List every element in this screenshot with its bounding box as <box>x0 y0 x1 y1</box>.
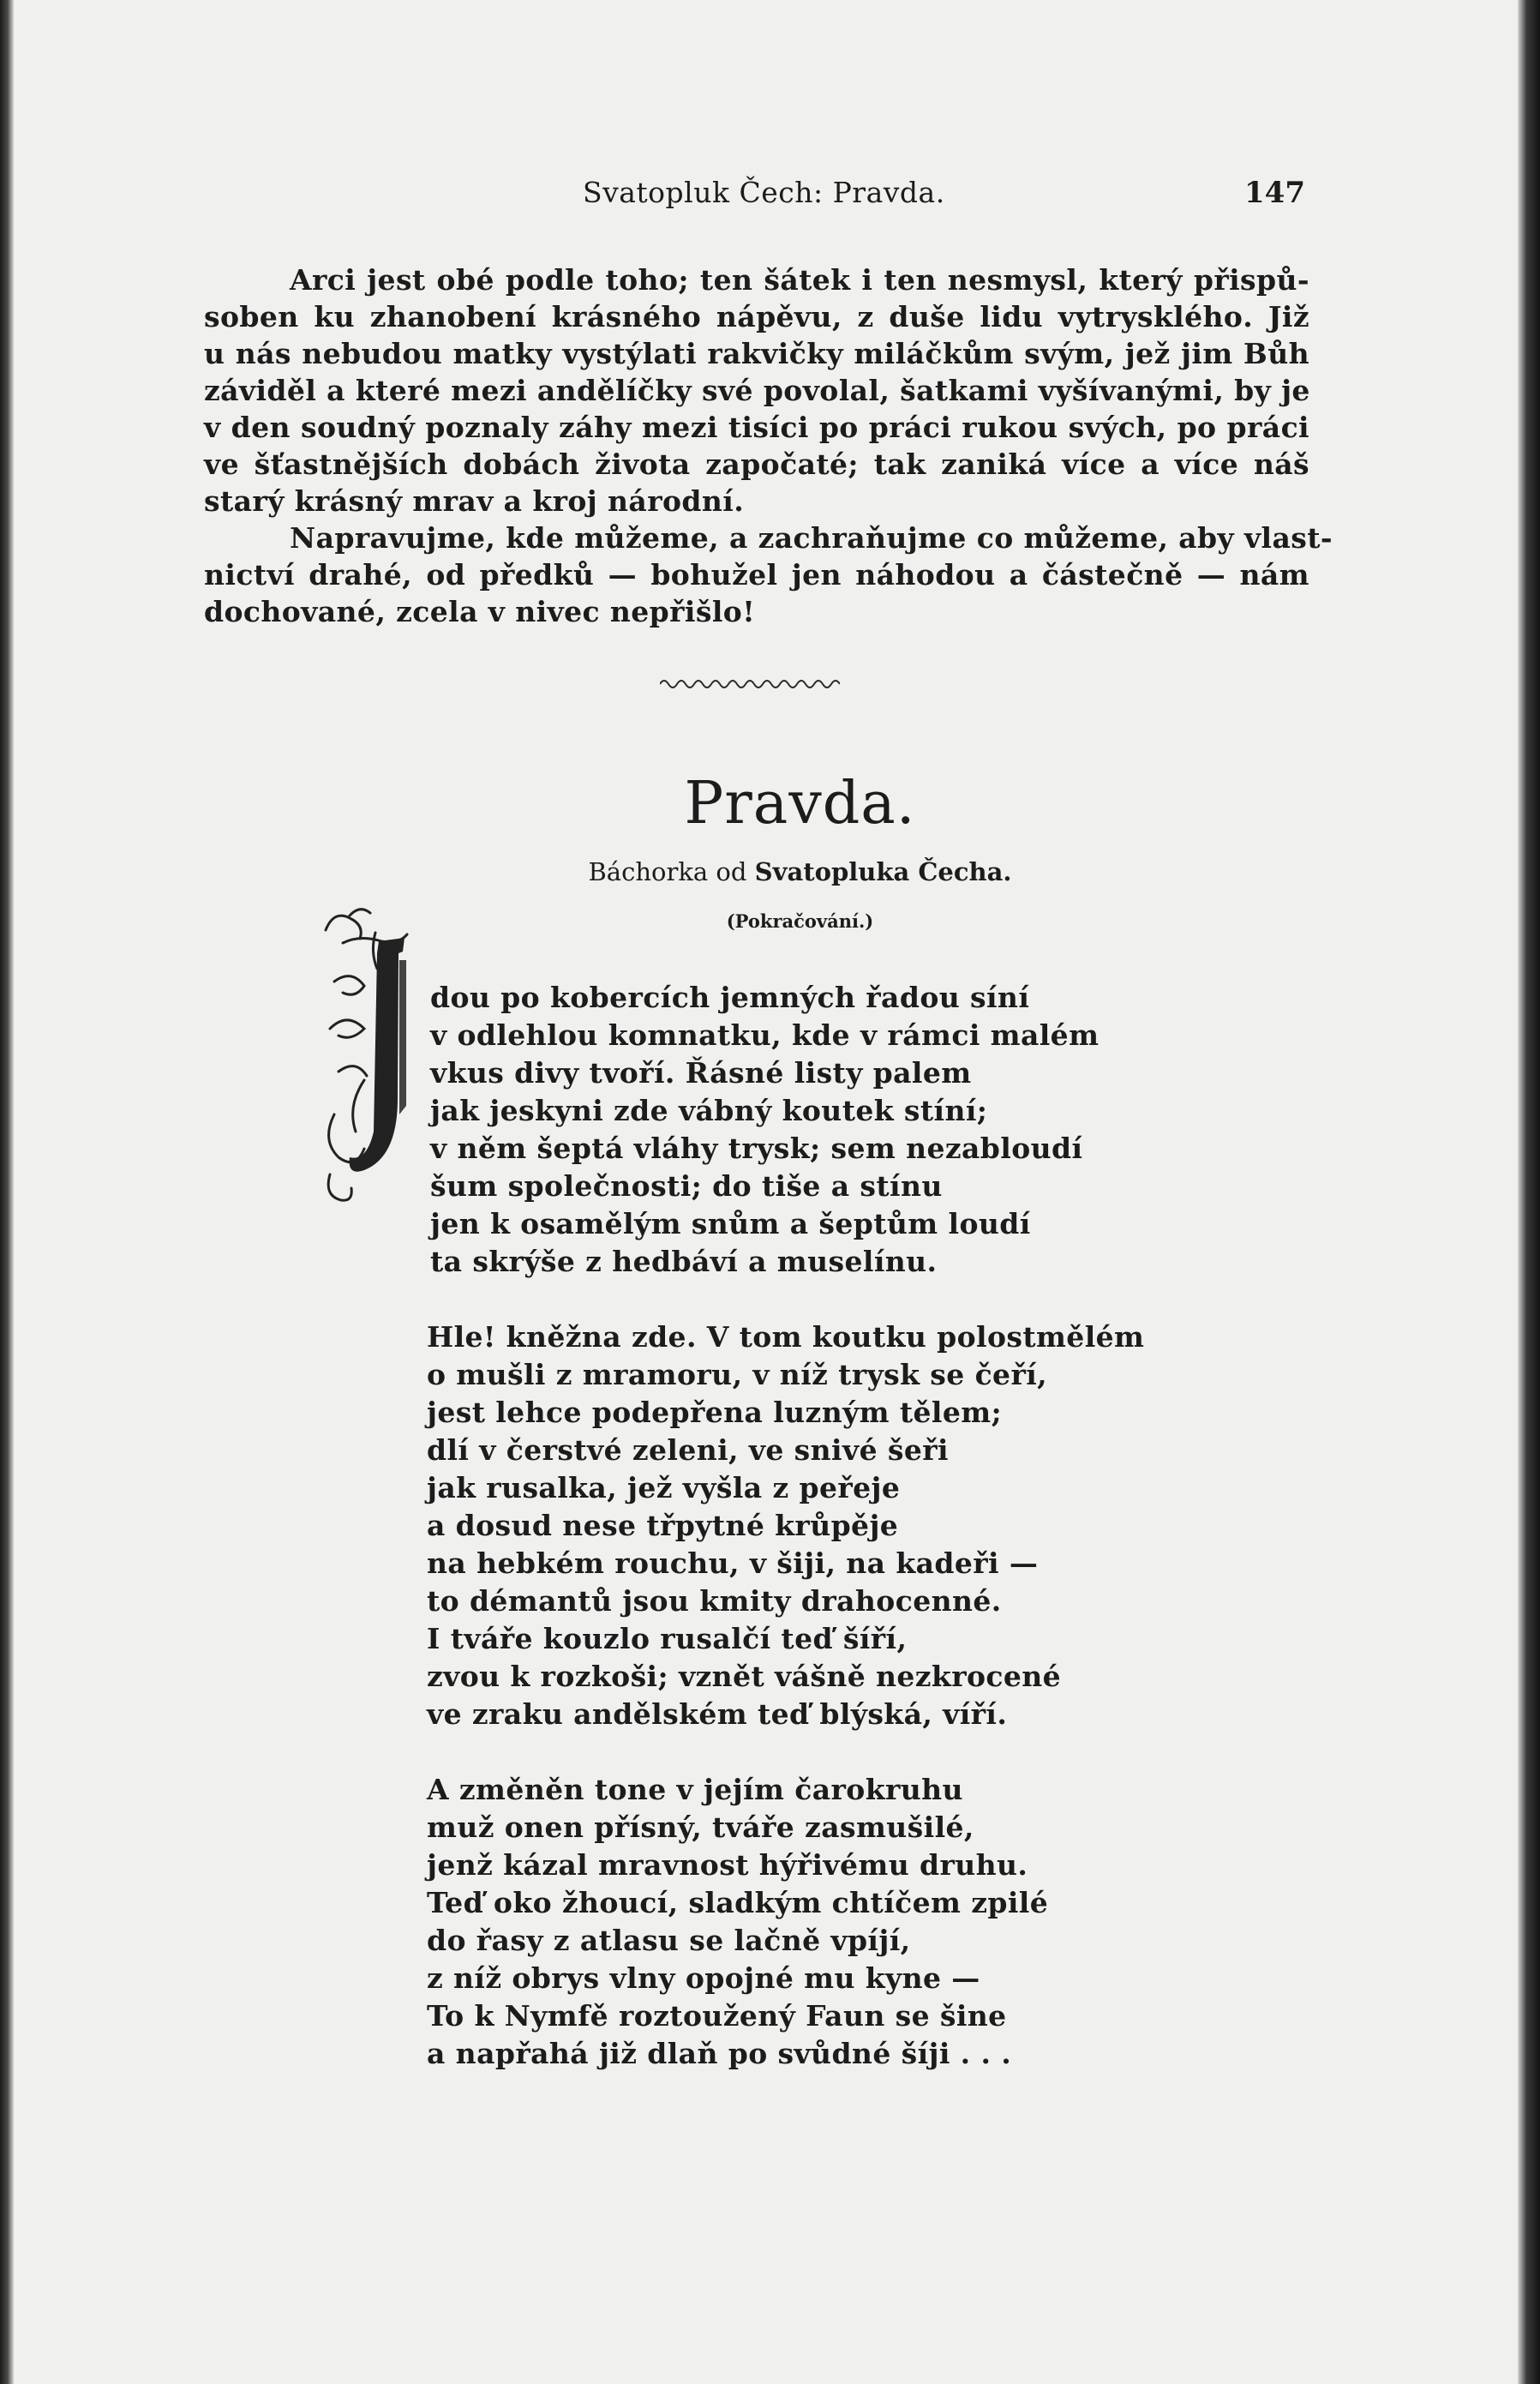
verse-line: do řasy z atlasu se lačně vpíjí, <box>427 1924 911 1957</box>
poem-body <box>427 979 1144 2111</box>
verse-line: v odlehlou komnatku, kde v rámci malém <box>430 1018 1100 1052</box>
verse-line: v něm šeptá vláhy trysk; sem nezabloudí <box>430 1132 1083 1165</box>
ornamental-dropcap-j-icon <box>317 900 437 1209</box>
prose-line: v den soudný poznaly záhy mezi tisíci po práci rukou svých, po práci <box>204 411 1309 444</box>
verse-line: To k Nymfě roztoužený Faun se šine <box>427 1999 1007 2033</box>
stanza-2 <box>427 1318 1144 1733</box>
prose-line: starý krásný mrav a kroj národní. <box>204 484 745 518</box>
prose-line: ve šťastnějších dobách života započaté; tak zaniká více a více náš <box>204 447 1309 481</box>
prose-line: Arci jest obé podle toho; ten šátek i ten nesmysl, který přispů- <box>290 263 1309 297</box>
prose-paragraph-2 <box>204 519 1333 630</box>
verse-line: ta skrýše z hedbáví a muselínu. <box>430 1245 938 1278</box>
verse-line: Teď oko žhoucí, sladkým chtíčem zpilé <box>427 1886 1049 1919</box>
running-head: Svatopluk Čech: Pravda. <box>583 176 945 209</box>
verse-line: ve zraku andělském teď blýská, víří. <box>427 1697 1008 1731</box>
prose-paragraph-1 <box>204 261 1309 519</box>
prose-section <box>204 261 1333 630</box>
ornamental-divider <box>660 676 840 693</box>
verse-line: to démantů jsou kmity drahocenné. <box>427 1584 1002 1618</box>
verse-line: jak jeskyni zde vábný koutek stíní; <box>430 1094 988 1127</box>
stanza-3 <box>427 1771 1144 2073</box>
verse-line: a napřahá již dlaň po svůdné šíji . . . <box>427 2037 1012 2070</box>
verse-line: dou po kobercích jemných řadou síní <box>430 981 1030 1014</box>
subtitle-author: Svatopluka Čecha. <box>754 857 1012 886</box>
verse-line: vkus divy tvoří. Řásné listy palem <box>430 1056 972 1090</box>
verse-line: muž onen přísný, tváře zasmušilé, <box>427 1811 974 1844</box>
prose-line: Napravujme, kde můžeme, a zachraňujme co můžeme, aby vlast- <box>290 521 1333 555</box>
stanza-1 <box>427 979 1144 1281</box>
prose-line: u nás nebudou matky vystýlati rakvičky miláčkům svým, jež jim Bůh <box>204 337 1309 370</box>
verse-line: z níž obrys vlny opojné mu kyne — <box>427 1961 980 1995</box>
verse-line: jak rusalka, jež vyšla z peřeje <box>427 1471 901 1504</box>
verse-line: na hebkém rouchu, v šiji, na kadeři — <box>427 1546 1039 1580</box>
page-number: 147 <box>1244 176 1305 210</box>
verse-line: zvou k rozkoši; vznět vášně nezkrocené <box>427 1660 1062 1693</box>
poem-subtitle <box>0 857 1540 886</box>
verse-line: o mušli z mramoru, v níž trysk se čeří, <box>427 1358 1048 1391</box>
poem-title: Pravda. <box>684 770 916 838</box>
verse-line: jenž kázal mravnost hýřivému druhu. <box>427 1848 1028 1882</box>
verse-line: jest lehce podepřena luzným tělem; <box>427 1396 1003 1429</box>
prose-line: dochované, zcela v nivec nepřišlo! <box>204 595 756 628</box>
verse-line: I tváře kouzlo rusalčí teď šíří, <box>427 1622 908 1655</box>
prose-line: záviděl a které mezi andělíčky své povolal, šatkami vyšívanými, by je <box>204 374 1310 407</box>
prose-line: soben ku zhanobení krásného nápěvu, z duše lidu vytryskléhо. Již <box>204 300 1309 333</box>
verse-line: A změněn tone v jejím čarokruhu <box>427 1773 963 1806</box>
prose-line: nictví drahé, od předků — bohužel jen náhodou a částečně — nám <box>204 558 1309 591</box>
subtitle-prefix: Báchorka od <box>588 857 747 886</box>
continuation-note: (Pokračování.) <box>726 910 874 932</box>
verse-line: jen k osamělým snům a šeptům loudí <box>430 1207 1031 1240</box>
verse-line: šum společnosti; do tiše a stínu <box>430 1169 943 1203</box>
verse-line: Hle! kněžna zde. V tom koutku polostmělém <box>427 1320 1145 1354</box>
verse-line: a dosud nese třpytné krůpěje <box>427 1509 899 1542</box>
verse-line: dlí v čerstvé zeleni, ve snivé šeři <box>427 1433 949 1467</box>
